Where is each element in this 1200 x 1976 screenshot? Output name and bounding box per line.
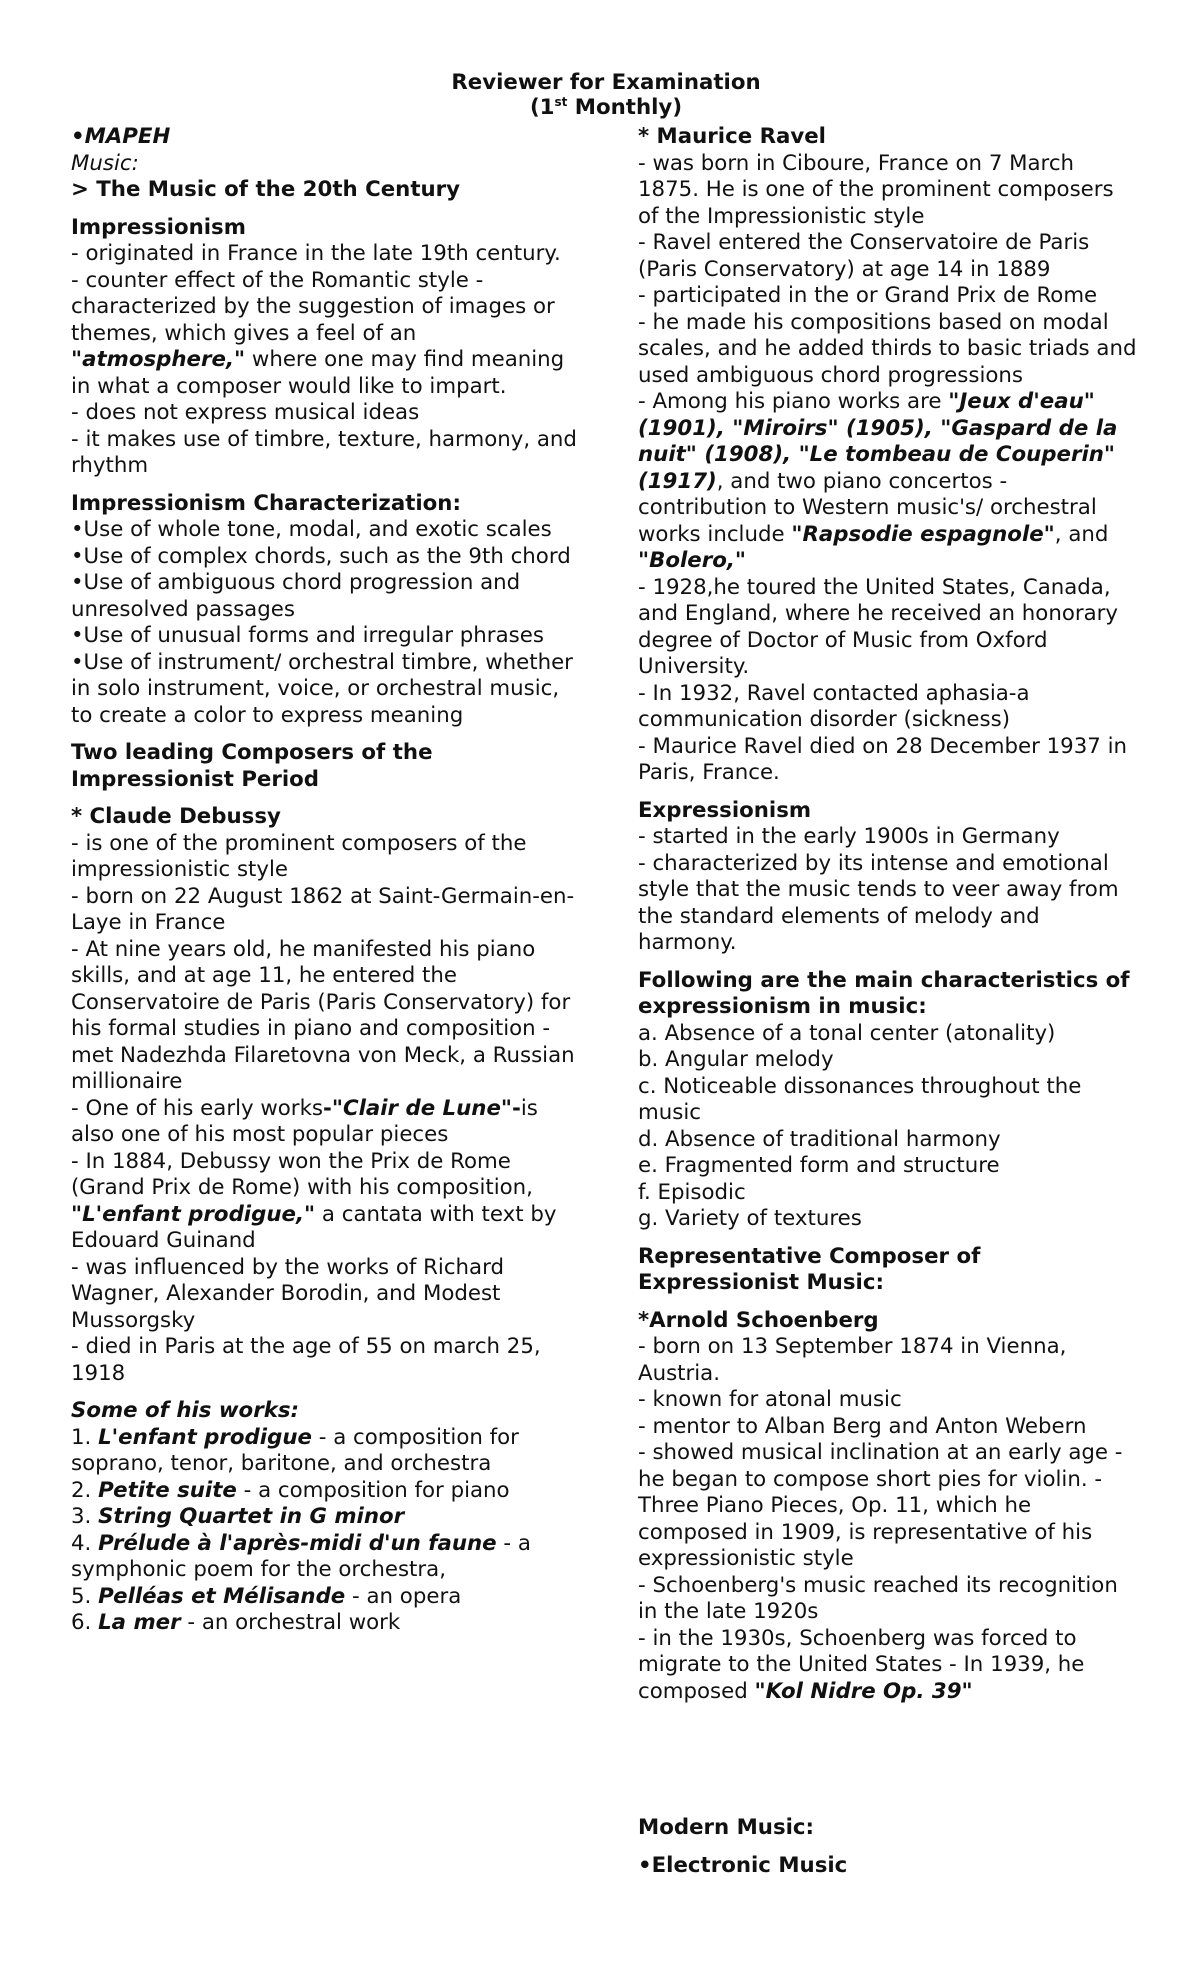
debussy-line: - died in Paris at the age of 55 on march 25, 1918 <box>71 1334 541 1386</box>
text-run: " <box>754 1678 766 1704</box>
work-description: - a symphonic poem for the orchestra, <box>71 1530 531 1582</box>
work-title: Petite suite <box>98 1477 237 1503</box>
impressionism-line: - does not express musical ideas <box>71 400 420 425</box>
characterization-item: •Use of complex chords, such as the 9th chord <box>71 543 571 569</box>
representative-heading: Representative Composer of Expressionist Music: <box>638 1243 981 1295</box>
schoenberg-line: - known for atonal music <box>638 1387 902 1412</box>
work-title-lenfant-prodigue: "L'enfant prodigue," <box>71 1201 316 1227</box>
works-item <box>71 1478 581 1505</box>
characterization-item: •Use of whole tone, modal, and exotic scales <box>71 517 552 542</box>
ravel-line: - Ravel entered the Conservatoire de Paris (Paris Conservatory) at age 14 in 1889 <box>638 230 1090 282</box>
characterization-item: •Use of unusual forms and irregular phrases <box>71 623 544 648</box>
text-run: a cantata with text by Edouard Guinand <box>71 1201 557 1253</box>
ravel-line: - he made his compositions based on modal scales, and he added thirds to basic triads and used ambiguous chord progressions <box>638 309 1137 388</box>
work-title-clair-de-lune: Clair de Lune <box>342 1095 501 1121</box>
work-year: (1901), <box>638 415 733 441</box>
debussy-line: - is one of the prominent composers of the impressionistic style <box>71 830 527 882</box>
text-run: where one may find meaning in what a composer would like to impart. <box>71 347 565 399</box>
works-item <box>71 1425 581 1478</box>
work-title: La mer <box>98 1610 181 1635</box>
impressionism-line <box>71 268 581 401</box>
ravel-name: * Maurice Ravel <box>638 124 826 149</box>
text-run: "- <box>500 1095 521 1121</box>
works-item <box>71 1584 581 1611</box>
text-run: - One of his early works <box>71 1095 323 1121</box>
works-item <box>71 1504 581 1531</box>
item-number: 5. <box>71 1583 99 1609</box>
work-description: - an opera <box>345 1583 462 1609</box>
schoenberg-name: *Arnold Schoenberg <box>638 1307 879 1333</box>
text-run: , and two piano concertos - contribution to Western music's/ orchestral works include <box>638 468 1097 547</box>
text-run: - in the 1930s, Schoenberg was forced to migrate to the United States - In 1939, he composed <box>638 1625 1085 1704</box>
work-description: - a composition for piano <box>236 1477 510 1503</box>
debussy-name: * Claude Debussy <box>71 804 281 829</box>
characterization-heading: Impressionism Characterization: <box>71 490 461 516</box>
works-item <box>71 1531 581 1584</box>
schoenberg-line: - born on 13 September 1874 in Vienna, Austria. <box>638 1334 1067 1386</box>
title-superscript: st <box>554 94 568 109</box>
work-title: "Miroirs" (1905), <box>732 415 941 441</box>
item-number: 1. <box>71 1424 99 1450</box>
text-run: - In 1884, Debussy won the Prix de Rome (Grand Prix de Rome) with his composition, <box>71 1148 533 1200</box>
composers-heading: Two leading Composers of the Impressionist Period <box>71 740 433 792</box>
debussy-line: - was influenced by the works of Richard Wagner, Alexander Borodin, and Modest Mussorgsky <box>71 1254 504 1333</box>
characteristics-item: e. Fragmented form and structure <box>638 1153 1000 1178</box>
debussy-line: met Nadezhda Filaretovna von Meck, a Russian millionaire <box>71 1042 575 1094</box>
expressionism-line: - characterized by its intense and emotional style that the music tends to veer away from the standard elements of melody and harmony. <box>638 850 1119 955</box>
work-title: String Quartet in G minor <box>98 1504 405 1529</box>
characteristics-item: d. Absence of traditional harmony <box>638 1126 1001 1152</box>
schoenberg-line: - showed musical inclination at an early age - he began to compose short pies for violin. - Three Piano Pieces, Op. 11, which he composed in 1909, is representative of his expressionistic style <box>638 1440 1123 1571</box>
impressionism-line: - it makes use of timbre, texture, harmony, and rhythm <box>71 426 577 478</box>
work-title: Prélude à l'après-midi d'un faune <box>98 1530 497 1556</box>
debussy-line: - At nine years old, he manifested his piano skills, and at age 11, he entered the Conservatoire de Paris (Paris Conservatory) for his formal studies in piano and composition - <box>71 936 571 1041</box>
text-run: " <box>961 1678 973 1704</box>
debussy-line <box>71 1096 581 1149</box>
item-number: 6. <box>71 1610 99 1635</box>
modern-music-heading: Modern Music: <box>638 1815 815 1840</box>
modern-music-item: •Electronic Music <box>638 1852 848 1878</box>
section-title: > The Music of the 20th Century <box>71 177 461 202</box>
right-column <box>638 124 1138 1879</box>
expressionism-line: - started in the early 1900s in Germany <box>638 824 1060 849</box>
works-heading: Some of his works: <box>71 1398 300 1423</box>
work-title: "Rapsodie espagnole" <box>791 521 1055 547</box>
debussy-line: - born on 22 August 1862 at Saint-Germain-en-Laye in France <box>71 883 575 935</box>
title-line-2-end: Monthly) <box>567 95 683 120</box>
schoenberg-line: - mentor to Alban Berg and Anton Webern <box>638 1413 1087 1439</box>
music-label: Music: <box>71 150 139 176</box>
left-column <box>71 124 581 1637</box>
work-title: "Gaspard de la nuit" (1908), <box>638 415 1118 467</box>
characteristics-item: f. Episodic <box>638 1179 746 1205</box>
characteristics-item: c. Noticeable dissonances throughout the music <box>638 1073 1082 1125</box>
work-title-kol-nidre: Kol Nidre Op. 39 <box>765 1678 962 1704</box>
expressionism-heading: Expressionism <box>638 797 812 823</box>
characteristics-item: a. Absence of a tonal center (atonality) <box>638 1020 1056 1046</box>
works-item <box>71 1610 581 1637</box>
characteristics-item: g. Variety of textures <box>638 1206 862 1231</box>
title-line-2 <box>0 95 1200 120</box>
ravel-line: - Maurice Ravel died on 28 December 1937 in Paris, France. <box>638 733 1127 785</box>
title-line-1: Reviewer for Examination <box>451 70 761 95</box>
title-line-2-start: (1 <box>529 95 555 120</box>
ravel-line <box>638 389 1138 575</box>
schoenberg-line <box>638 1626 1138 1706</box>
characteristics-item: b. Angular melody <box>638 1047 834 1072</box>
work-title: "Jeux d'eau" <box>948 389 1095 414</box>
debussy-line <box>71 1149 581 1255</box>
work-title: L'enfant prodigue <box>98 1424 312 1450</box>
ravel-line: - 1928,he toured the United States, Canada, and England, where he received an honorary degree of Doctor of Music from Oxford University. <box>638 574 1119 679</box>
characterization-item: •Use of instrument/ orchestral timbre, whether in solo instrument, voice, or orchestral music, to create a color to express meaning <box>71 649 573 728</box>
work-title: "Le tombeau de Couperin" (1917) <box>638 442 1116 494</box>
document-title <box>0 70 1200 120</box>
characterization-item: •Use of ambiguous chord progression and unresolved passages <box>71 570 521 622</box>
text-run: , and <box>1054 521 1109 547</box>
item-number: 4. <box>71 1530 99 1556</box>
characteristics-heading: Following are the main characteristics of expressionism in music: <box>638 967 1130 1019</box>
impressionism-heading: Impressionism <box>71 214 246 240</box>
item-number: 3. <box>71 1504 99 1529</box>
work-title: Pelléas et Mélisande <box>98 1583 346 1609</box>
item-number: 2. <box>71 1477 99 1503</box>
impressionism-line: - originated in France in the late 19th century. <box>71 241 561 266</box>
work-title: "Bolero," <box>638 548 747 573</box>
text-run: - Among his piano works are <box>638 389 949 414</box>
emphasis-atmosphere: "atmosphere," <box>71 347 246 372</box>
work-description: - an orchestral work <box>180 1610 401 1635</box>
text-run: - counter effect of the Romantic style - characterized by the suggestion of images or themes, which gives a feel of an <box>71 267 555 346</box>
ravel-line: - was born in Ciboure, France on 7 March 1875. He is one of the prominent composers of the Impressionistic style <box>638 150 1114 229</box>
subject-label: •MAPEH <box>71 124 171 149</box>
schoenberg-line: - Schoenberg's music reached its recognition in the late 1920s <box>638 1572 1118 1624</box>
text-run: is also one of his most popular pieces <box>71 1095 538 1147</box>
work-description: - a composition for soprano, tenor, baritone, and orchestra <box>71 1424 519 1476</box>
ravel-line: - participated in the or Grand Prix de Rome <box>638 283 1098 308</box>
ravel-line: - In 1932, Ravel contacted aphasia-a communication disorder (sickness) <box>638 680 1030 732</box>
text-run: -" <box>323 1095 343 1121</box>
